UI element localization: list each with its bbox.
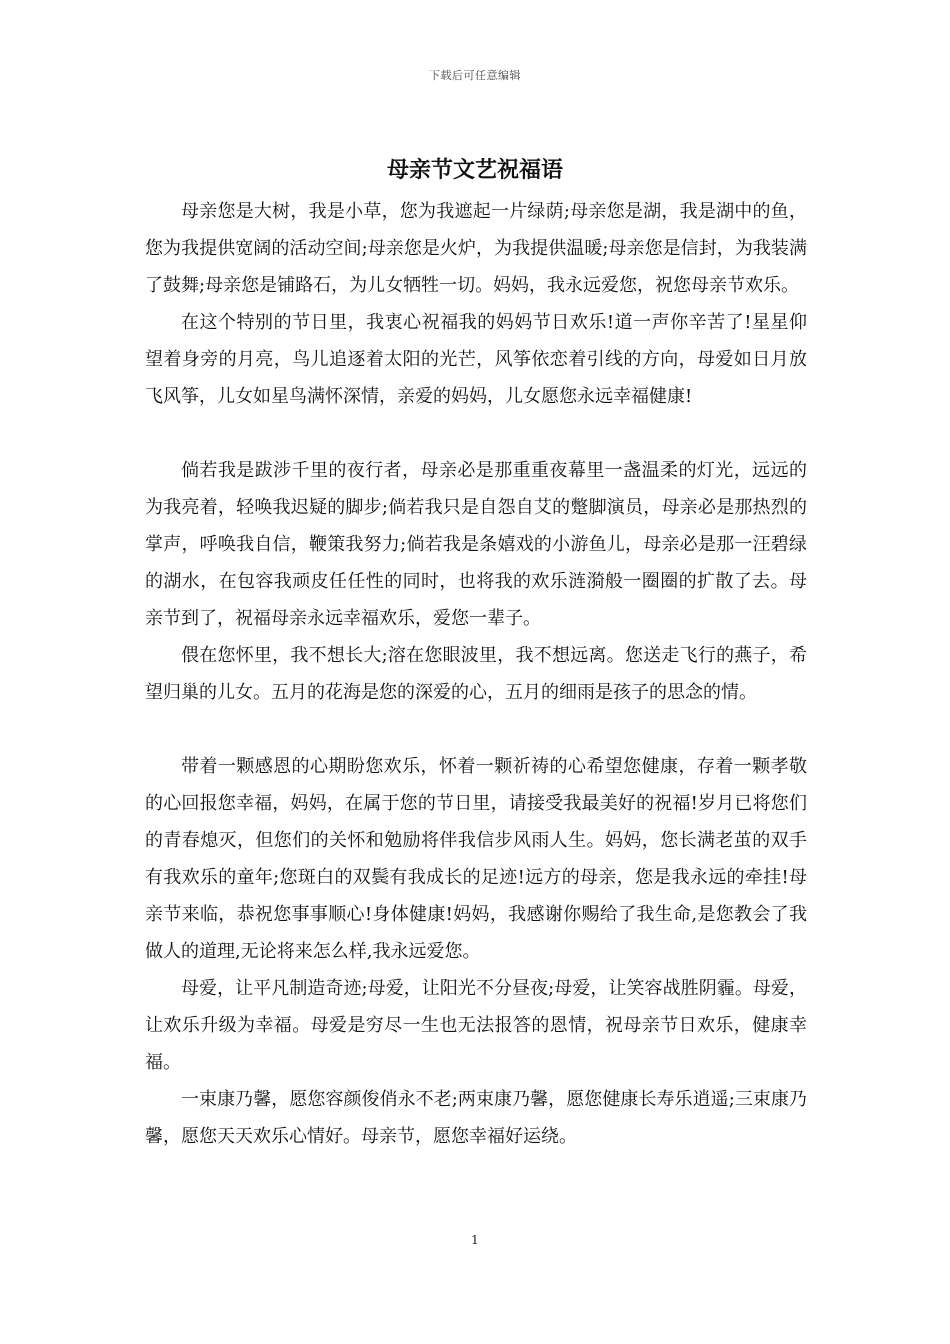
header-note: 下载后可任意编辑 (429, 69, 521, 82)
document-title: 母亲节文艺祝福语 (386, 157, 563, 183)
blank-line (145, 415, 807, 452)
page-number: 1 (471, 1233, 479, 1247)
paragraph-4: 偎在您怀里，我不想长大;溶在您眼波里，我不想远离。您送走飞行的燕子，希望归巢的儿女。五月的花海是您的深爱的心，五月的细雨是孩子的思念的情。 (145, 645, 807, 703)
paragraph-5: 带着一颗感恩的心期盼您欢乐，怀着一颗祈祷的心希望您健康，存着一颗孝敬的心回报您幸福，妈妈，在属于您的节日里，请接受我最美好的祝福!岁月已将您们的青春熄灭，但您们的关怀和勉励将伴我信步风雨人生。妈妈，您长满老茧的双手有我欢乐的童年;您斑白的双鬓有我成长的足迹!远方的母亲，您是我永远的牵挂!母亲节来临，恭祝您事事顺心!身体健康!妈妈，我感谢你赐给了我生命,是您教会了我做人的道理,无论将来怎么样,我永远爱您。 (145, 756, 807, 962)
paragraph-6: 母爱，让平凡制造奇迹;母爱，让阳光不分昼夜;母爱，让笑容战胜阴霾。母爱，让欢乐升级为幸福。母爱是穷尽一生也无法报答的恩情，祝母亲节日欢乐，健康幸福。 (145, 978, 807, 1073)
paragraph-3: 倘若我是跋涉千里的夜行者，母亲必是那重重夜幕里一盏温柔的灯光，远远的为我亮着，轻唤我迟疑的脚步;倘若我只是自怨自艾的蹩脚演员，母亲必是那热烈的掌声，呼唤我自信，鞭策我努力;倘若我是条嬉戏的小游鱼儿，母亲必是那一汪碧绿的湖水，在包容我顽皮任任性的同时，也将我的欢乐涟漪般一圈圈的扩散了去。母亲节到了，祝福母亲永远幸福欢乐，爱您一辈子。 (145, 460, 807, 629)
document-body (145, 193, 807, 1155)
paragraph-7: 一束康乃馨，愿您容颜俊俏永不老;两束康乃馨，愿您健康长寿乐逍遥;三束康乃馨，愿您天天欢乐心情好。母亲节，愿您幸福好运绕。 (145, 1089, 807, 1147)
paragraph-1: 母亲您是大树，我是小草，您为我遮起一片绿荫;母亲您是湖，我是湖中的鱼，您为我提供宽阔的活动空间;母亲您是火炉，为我提供温暖;母亲您是信封，为我装满了鼓舞;母亲您是铺路石，为儿女牺牲一切。妈妈，我永远爱您，祝您母亲节欢乐。 (145, 201, 807, 296)
blank-line (145, 711, 807, 748)
paragraph-2: 在这个特别的节日里，我衷心祝福我的妈妈节日欢乐!道一声你辛苦了!星星仰望着身旁的月亮，鸟儿追逐着太阳的光芒，风筝依恋着引线的方向，母爱如日月放飞风筝，儿女如星鸟满怀深情，亲爱的妈妈，儿女愿您永远幸福健康! (145, 312, 807, 407)
